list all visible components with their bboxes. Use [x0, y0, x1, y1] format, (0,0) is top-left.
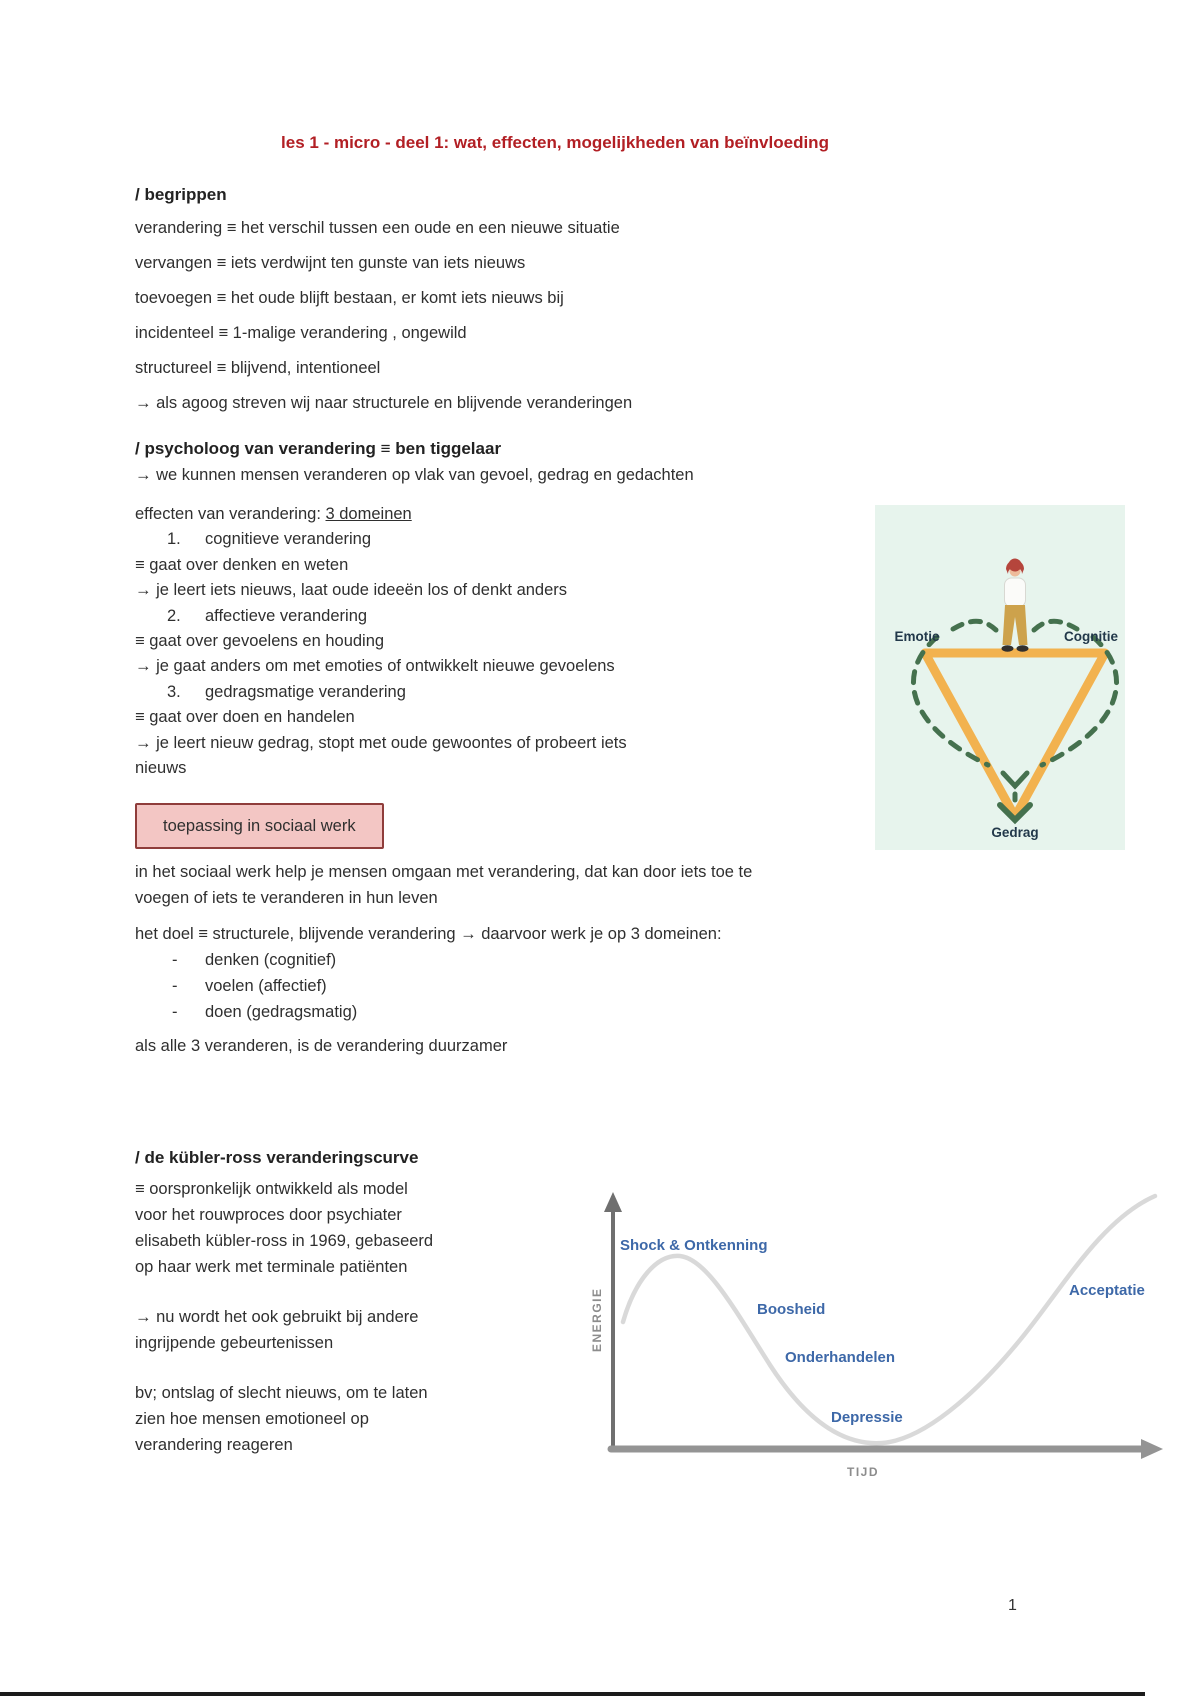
paragraph-line: → nu wordt het ook gebruikt bij andere: [135, 1308, 419, 1326]
page-bottom-divider: [0, 1692, 1145, 1696]
heading-psycholoog: / psycholoog van verandering ≡ ben tiggelaar: [135, 439, 502, 458]
list-item-marker: -: [172, 951, 178, 969]
list-item: [135, 973, 895, 999]
list-item-text: doen (gedragsmatig): [205, 1003, 358, 1021]
definition-line: verandering ≡ het verschil tussen een oude en een nieuwe situatie: [135, 219, 620, 237]
arrow-note-line: → we kunnen mensen veranderen op vlak van gevoel, gedrag en gedachten: [135, 466, 694, 484]
paragraph-line: voegen of iets te veranderen in hun leven: [135, 889, 438, 907]
stage-label-boosheid: Boosheid: [757, 1301, 826, 1318]
paragraph-line: ingrijpende gebeurtenissen: [135, 1334, 334, 1352]
stage-label-onderhandelen: Onderhandelen: [785, 1349, 896, 1366]
list-item-number: 1.: [167, 530, 181, 549]
label-emotie: Emotie: [894, 629, 940, 644]
list-item-arrow: → je leert nieuw gedrag, stopt met oude gewoontes of probeert iets: [135, 733, 627, 752]
y-axis-arrowhead: [604, 1192, 622, 1212]
paragraph-line: ≡ oorspronkelijk ontwikkeld als model: [135, 1180, 408, 1198]
list-item-arrow: → je gaat anders om met emoties of ontwikkelt nieuwe gevoelens: [135, 657, 615, 676]
paragraph-line: verandering reageren: [135, 1436, 293, 1454]
paragraph: [135, 859, 895, 911]
section-psycholoog: [135, 439, 955, 486]
paragraph: [135, 1380, 575, 1458]
paragraph-line: voor het rouwproces door psychiater: [135, 1206, 402, 1224]
paragraph-line: in het sociaal werk help je mensen omgaan met verandering, dat kan door iets toe te: [135, 863, 753, 881]
list-item: [135, 527, 795, 552]
heading-kubler-ross: / de kübler-ross veranderingscurve: [135, 1148, 419, 1167]
highlight-box: [135, 803, 384, 849]
effects-intro-text: effecten van verandering:: [135, 505, 326, 523]
label-gedrag: Gedrag: [991, 825, 1039, 840]
list-item: [135, 999, 895, 1025]
paragraph-line: bv; ontslag of slecht nieuws, om te laten: [135, 1384, 428, 1402]
section-toepassing: [135, 803, 895, 1059]
list-item-text: denken (cognitief): [205, 951, 337, 969]
triangle-diagram-svg: [875, 505, 1125, 850]
change-curve-path: [623, 1196, 1155, 1443]
definition-line: incidenteel ≡ 1-malige verandering , ongewild: [135, 324, 467, 342]
x-axis-label: TIJD: [846, 1465, 880, 1479]
stage-label-shock: Shock & Ontkenning: [620, 1237, 768, 1254]
highlight-box-label: toepassing in sociaal werk: [163, 817, 356, 835]
label-cognitie: Cognitie: [1064, 629, 1118, 644]
paragraph-line: elisabeth kübler-ross in 1969, gebaseerd: [135, 1232, 434, 1250]
list-item-number: 2.: [167, 606, 181, 625]
curve-chart-svg: [545, 1180, 1175, 1490]
stage-label-depressie: Depressie: [831, 1409, 903, 1426]
definition-line: toevoegen ≡ het oude blijft bestaan, er komt iets nieuws bij: [135, 289, 564, 307]
page-title: les 1 - micro - deel 1: wat, effecten, mogelijkheden van beïnvloeding: [281, 133, 829, 152]
list-item: [135, 947, 895, 973]
paragraph: [135, 1304, 575, 1356]
list-item-arrow: → je leert iets nieuws, laat oude ideeën los of denkt anders: [135, 581, 568, 600]
list-item-arrow-wrap: nieuws: [135, 759, 187, 778]
list-item-desc: ≡ gaat over denken en weten: [135, 555, 349, 574]
effects-intro-underlined: 3 domeinen: [325, 505, 412, 523]
list-item-desc: ≡ gaat over gevoelens en houding: [135, 632, 385, 651]
definition-line: structureel ≡ blijvend, intentioneel: [135, 359, 381, 377]
effects-intro: [135, 502, 795, 527]
stage-label-acceptatie: Acceptatie: [1069, 1282, 1145, 1299]
list-item-marker: -: [172, 977, 178, 995]
list-item-desc: ≡ gaat over doen en handelen: [135, 708, 355, 727]
list-item-number: 3.: [167, 682, 181, 701]
list-item-marker: -: [172, 1003, 178, 1021]
heading-begrippen: / begrippen: [135, 185, 227, 204]
list-item: [135, 604, 795, 629]
definition-line: vervangen ≡ iets verdwijnt ten gunste van iets nieuws: [135, 254, 526, 272]
list-item-text: voelen (affectief): [205, 977, 327, 995]
list-item-title: gedragsmatige verandering: [205, 682, 406, 701]
goal-line: het doel ≡ structurele, blijvende verandering → daarvoor werk je op 3 domeinen:: [135, 925, 722, 943]
kubler-ross-curve-chart: [545, 1180, 1175, 1490]
y-axis-label: ENERGIE: [590, 1287, 604, 1352]
change-domains-diagram: [875, 505, 1125, 850]
section-kubler-ross: [135, 1148, 575, 1482]
paragraph: [135, 1176, 575, 1280]
arrow-note-line: → als agoog streven wij naar structurele en blijvende veranderingen: [135, 394, 633, 412]
list-item: [135, 680, 795, 705]
paragraph-line: zien hoe mensen emotioneel op: [135, 1410, 369, 1428]
section-effecten: [135, 502, 795, 781]
page-number: 1: [1008, 1597, 1017, 1614]
list-item-title: affectieve verandering: [205, 606, 368, 625]
list-item-title: cognitieve verandering: [205, 530, 372, 549]
conclusion-line: als alle 3 veranderen, is de verandering duurzamer: [135, 1037, 508, 1055]
x-axis-arrowhead: [1141, 1439, 1163, 1459]
paragraph-line: op haar werk met terminale patiënten: [135, 1258, 408, 1276]
section-begrippen: [135, 185, 955, 427]
